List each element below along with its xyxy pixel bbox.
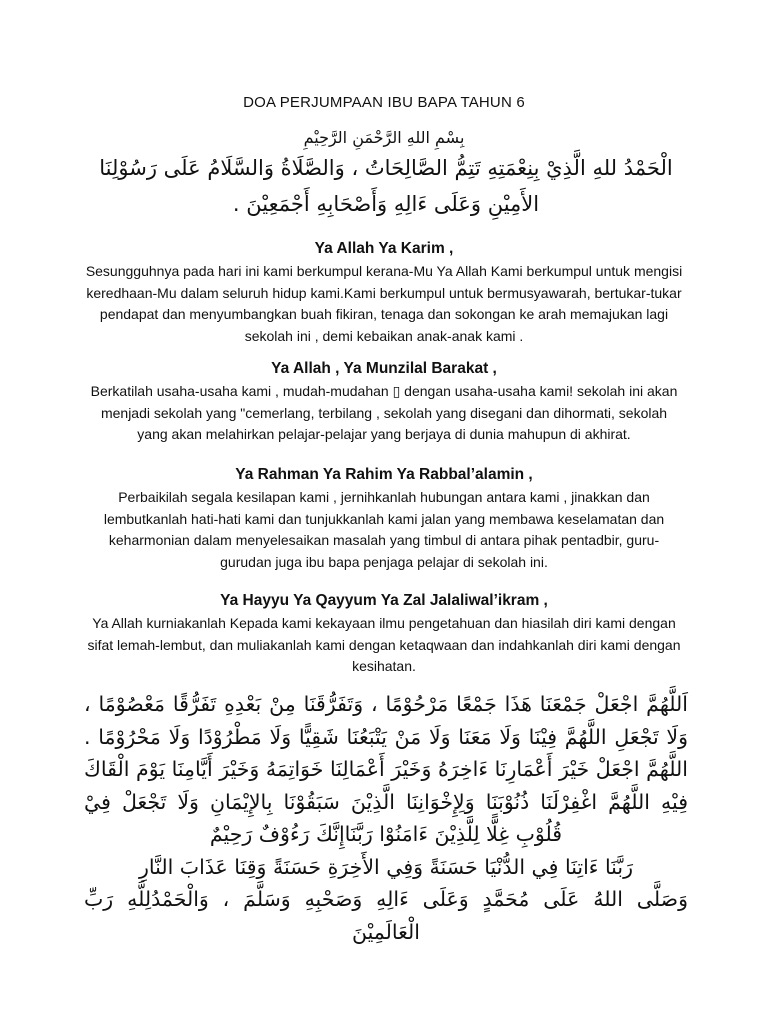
- section-paragraph: Ya Allah kurniakanlah Kepada kami kekayaan ilmu pengetahuan dan hiasilah diri kami dengan sifat lemah-lembut, dan muliakanlah kami dengan ketaqwaan dan indahkanlah diri kami dengan kesihatan.: [87, 615, 681, 674]
- section-rabbal-alamin: [84, 464, 684, 573]
- section-ya-karim: [84, 238, 684, 347]
- closing-prayer-rabbana: رَبَّنَا ءَاتِنَا فِي الدُّنْيَا حَسَنَةً وَفِي الأَخِرَةِ حَسَنَةً وَقِنَا عَذَابَ النَّارِ: [139, 854, 633, 879]
- section-heading: Ya Allah Ya Karim ,: [314, 240, 454, 257]
- section-hayyu-qayyum: [84, 590, 684, 678]
- section-paragraph: Berkatilah usaha-usaha kami , mudah-mudahan ▯ dengan usaha-usaha kami! sekolah ini akan menjadi sekolah yang "cemerlang, terbilang , sekolah yang disegani dan dihormati, sekolah yang akan melahirkan pelajar-pelajar yang berjaya di dunia mahupun di akhirat.: [90, 383, 678, 442]
- closing-prayer-main: اَللَّهُمَّ اجْعَلْ جَمْعَنَا هَذَا جَمْعًا مَرْحُوْمًا ، وَتَفَرُّقَنَا مِنْ بَعْدِهِ تَفَرُّقًا مَعْصُوْمًا ، وَلَا تَجْعَلِ اللَّهُمَّ فِيْنَا وَلَا مَعَنَا وَلَا مَنْ يَتْبَعُنَا شَقِيًّا وَلَا مَطْرُوْدًا وَلَا مَحْرُوْمًا . اللَّهُمَّ اجْعَلْ خَيْرَ أَعْمَارِنَا ءَاخِرَهُ وَخَيْرَ أَعْمَالِنَا خَوَاتِمَهُ وَخَيْرَ أَيَّامِنَا يَوْمَ الْقَاكَ فِيْهِ اللَّهُمَّ اغْفِرْلَنَا ذُنُوْبَنَا وَلِإِخْوَانِنَا الَّذِيْنَ سَبَقُوْنَا بِالإِيْمَانِ وَلَا تَجْعَلْ فِيْ قُلُوْبِ غِلًّا لِلَّذِيْنَ ءَامَنُوْا رَبَّنَاإِنَّكَ رَءُوْفٌ رَحِيْمٌ: [84, 692, 688, 846]
- opening-prayer: الْحَمْدُ للهِ الَّذِيْ بِنِعْمَتِهِ تَتِمُّ الصَّالِحَاتُ ، وَالصَّلَاةُ وَالسَّلَامُ عَلَى رَسُوْلِنَا الأَمِيْنِ وَعَلَى ءَالِهِ وَأَصْحَابِهِ أَجْمَعِيْنَ .: [99, 156, 673, 216]
- section-paragraph: Perbaikilah segala kesilapan kami , jernihkanlah hubungan antara kami , jinakkan dan lembutkanlah hati-hati kami dan tunjukkanlah kami jalan yang membawa keselamatan dan keharmonian dalam menyelesaikan masalah yang timbul di antara pihak pentadbir, guru-gurudan juga ibu bapa penjaga pelajar di sekolah ini.: [103, 489, 665, 570]
- section-paragraph: Sesungguhnya pada hari ini kami berkumpul kerana-Mu Ya Allah Kami berkumpul untuk mengisi keredhaan-Mu dalam seluruh hidup kami.Kami berkumpul untuk bermusyawarah, bertukar-tukar pendapat dan menyumbangkan buah fikiran, tenaga dan sokongan ke arah memajukan lagi sekolah ini , demi kebaikan anak-anak kami .: [85, 263, 683, 344]
- document-title: DOA PERJUMPAAN IBU BAPA TAHUN 6: [243, 94, 525, 111]
- section-munzilal-barakat: [84, 358, 684, 446]
- closing-prayer: [84, 688, 688, 948]
- closing-prayer-salawat: وَصَلَّى اللهُ عَلَى مُحَمَّدٍ وَعَلَى ءَالِهِ وَصَحْبِهِ وَسَلَّمَ ، وَالْحَمْدُلِلَّهِ رَبِّ الْعَالَمِيْنَ: [84, 887, 688, 944]
- bismillah: بِسْمِ اللهِ الرَّحْمَنِ الرَّحِيْمِ: [303, 128, 465, 147]
- section-heading: Ya Hayyu Ya Qayyum Ya Zal Jalaliwal’ikram ,: [220, 592, 548, 609]
- section-heading: Ya Allah , Ya Munzilal Barakat ,: [271, 360, 497, 377]
- section-heading: Ya Rahman Ya Rahim Ya Rabbal’alamin ,: [235, 466, 533, 483]
